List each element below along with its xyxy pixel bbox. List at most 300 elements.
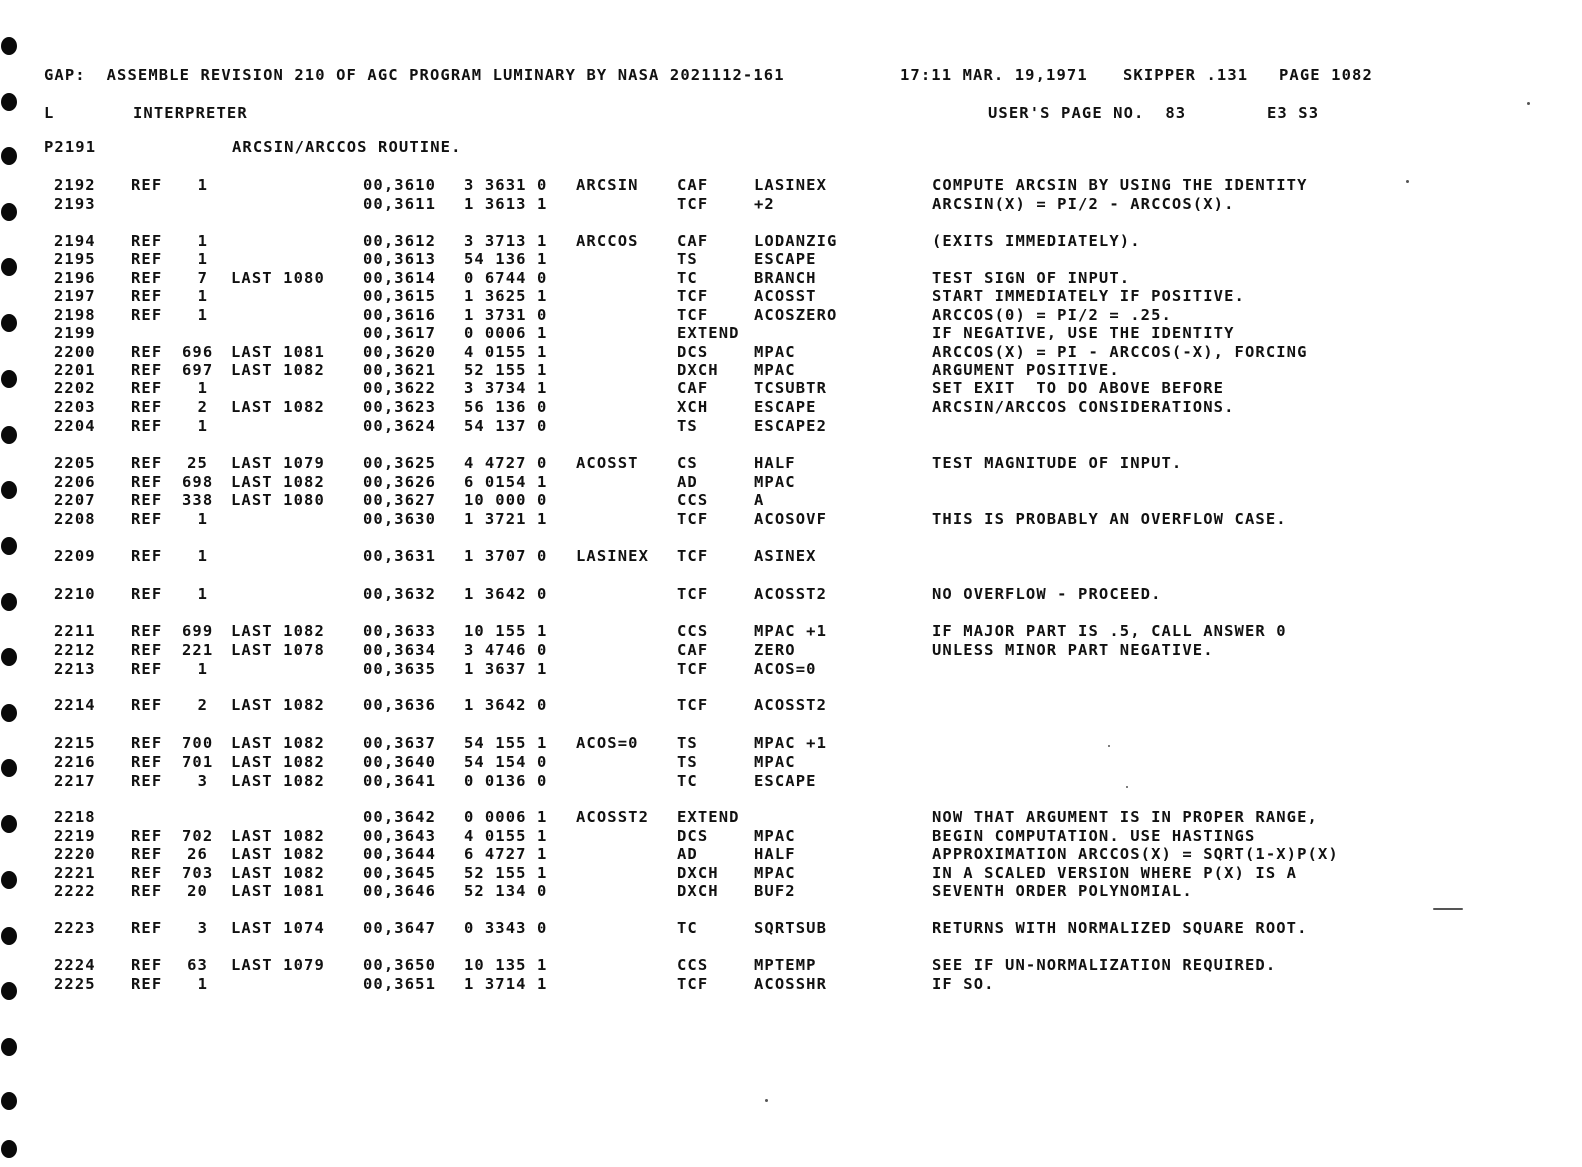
operand: MPAC [754,473,796,491]
last-page-ref: LAST 1082 [231,864,325,882]
operand: +2 [754,195,775,213]
ref-marker: REF [131,919,163,937]
ref-count: 697 [182,361,214,379]
opcode: XCH [677,398,709,416]
ref-marker: REF [131,753,163,771]
operand: BUF2 [754,882,796,900]
opcode: DXCH [677,361,719,379]
last-page-ref: LAST 1082 [231,398,325,416]
section-flag: L [44,104,55,122]
comment: NO OVERFLOW - PROCEED. [932,585,1162,603]
octal-code: 3 3713 1 [464,232,548,250]
opcode: TS [677,734,698,752]
memory-address: 00,3646 [363,882,437,900]
memory-address: 00,3647 [363,919,437,937]
line-number: 2203 [54,398,96,416]
comment: (EXITS IMMEDIATELY). [932,232,1141,250]
line-number: 2196 [54,269,96,287]
symbol-label: ACOS=0 [576,734,639,752]
users-page-number: USER'S PAGE NO. 83 [988,104,1187,122]
opcode: TS [677,250,698,268]
octal-code: 0 3343 0 [464,919,548,937]
opcode: CAF [677,379,709,397]
routine-id: P2191 [44,138,97,156]
line-number: 2213 [54,660,96,678]
line-number: 2220 [54,845,96,863]
punch-hole [1,1092,17,1110]
line-number: 2212 [54,641,96,659]
listing-row [0,696,1582,714]
ref-count: 25 [187,454,208,472]
listing-row [0,361,1582,379]
memory-address: 00,3616 [363,306,437,324]
page-number: PAGE 1082 [1279,66,1373,84]
ref-marker: REF [131,772,163,790]
listing-row [0,547,1582,565]
opcode: CS [677,454,698,472]
line-number: 2214 [54,696,96,714]
opcode: CCS [677,956,709,974]
ref-count: 20 [187,882,208,900]
memory-address: 00,3650 [363,956,437,974]
line-number: 2221 [54,864,96,882]
ref-count: 1 [197,547,208,565]
memory-address: 00,3625 [363,454,437,472]
comment: IN A SCALED VERSION WHERE P(X) IS A [932,864,1298,882]
opcode: AD [677,473,698,491]
ref-marker: REF [131,306,163,324]
opcode: TCF [677,195,709,213]
last-page-ref: LAST 1082 [231,361,325,379]
memory-address: 00,3615 [363,287,437,305]
operand: MPAC [754,361,796,379]
scan-speck [1433,908,1463,910]
listing-row [0,660,1582,678]
operand: HALF [754,454,796,472]
octal-code: 4 0155 1 [464,343,548,361]
operand: ESCAPE [754,398,817,416]
octal-code: 1 3613 1 [464,195,548,213]
listing-row [0,956,1582,974]
listing-row [0,975,1582,993]
memory-address: 00,3617 [363,324,437,342]
memory-address: 00,3643 [363,827,437,845]
ref-count: 702 [182,827,214,845]
last-page-ref: LAST 1082 [231,622,325,640]
listing-title: GAP: ASSEMBLE REVISION 210 OF AGC PROGRAM LUMINARY BY NASA 2021112-161 [44,66,785,84]
opcode: DCS [677,827,709,845]
opcode: DCS [677,343,709,361]
memory-address: 00,3620 [363,343,437,361]
octal-code: 54 136 1 [464,250,548,268]
memory-address: 00,3642 [363,808,437,826]
line-number: 2217 [54,772,96,790]
line-number: 2225 [54,975,96,993]
memory-address: 00,3631 [363,547,437,565]
ref-marker: REF [131,361,163,379]
line-number: 2193 [54,195,96,213]
opcode: TC [677,269,698,287]
ref-count: 1 [197,585,208,603]
listing-row [0,417,1582,435]
ref-count: 701 [182,753,214,771]
scan-speck [765,1099,768,1102]
ref-marker: REF [131,232,163,250]
listing-timestamp: 17:11 MAR. 19,1971 [900,66,1088,84]
ref-marker: REF [131,734,163,752]
last-page-ref: LAST 1080 [231,491,325,509]
ref-marker: REF [131,975,163,993]
octal-code: 56 136 0 [464,398,548,416]
operand: ACOSST2 [754,585,828,603]
comment: ARCSIN(X) = PI/2 - ARCCOS(X). [932,195,1235,213]
ref-marker: REF [131,696,163,714]
line-number: 2194 [54,232,96,250]
memory-address: 00,3613 [363,250,437,268]
octal-code: 1 3642 0 [464,696,548,714]
operand: BRANCH [754,269,817,287]
last-page-ref: LAST 1079 [231,454,325,472]
comment: ARCCOS(X) = PI - ARCCOS(-X), FORCING [932,343,1308,361]
memory-address: 00,3610 [363,176,437,194]
octal-code: 10 155 1 [464,622,548,640]
opcode: TCF [677,660,709,678]
listing-row [0,641,1582,659]
ref-count: 1 [197,306,208,324]
skipper-version: SKIPPER .131 [1123,66,1249,84]
comment: IF MAJOR PART IS .5, CALL ANSWER 0 [932,622,1287,640]
line-number: 2197 [54,287,96,305]
ref-marker: REF [131,454,163,472]
line-number: 2195 [54,250,96,268]
comment: SEVENTH ORDER POLYNOMIAL. [932,882,1193,900]
octal-code: 4 4727 0 [464,454,548,472]
line-number: 2206 [54,473,96,491]
ref-count: 1 [197,250,208,268]
line-number: 2199 [54,324,96,342]
ref-marker: REF [131,398,163,416]
ref-count: 696 [182,343,214,361]
octal-code: 1 3721 1 [464,510,548,528]
opcode: TCF [677,306,709,324]
last-page-ref: LAST 1082 [231,753,325,771]
ref-marker: REF [131,269,163,287]
octal-code: 0 0006 1 [464,808,548,826]
opcode: TC [677,919,698,937]
ref-count: 1 [197,660,208,678]
listing-row [0,510,1582,528]
comment: BEGIN COMPUTATION. USE HASTINGS [932,827,1256,845]
line-number: 2211 [54,622,96,640]
operand: HALF [754,845,796,863]
ref-count: 1 [197,975,208,993]
last-page-ref: LAST 1082 [231,772,325,790]
listing-row [0,473,1582,491]
opcode: CAF [677,232,709,250]
routine-title: ARCSIN/ARCCOS ROUTINE. [232,138,462,156]
memory-address: 00,3637 [363,734,437,752]
operand: ASINEX [754,547,817,565]
line-number: 2224 [54,956,96,974]
opcode: TCF [677,585,709,603]
line-number: 2198 [54,306,96,324]
ref-count: 3 [197,772,208,790]
line-number: 2222 [54,882,96,900]
memory-address: 00,3630 [363,510,437,528]
line-number: 2209 [54,547,96,565]
opcode: DXCH [677,864,719,882]
line-number: 2210 [54,585,96,603]
octal-code: 1 3707 0 [464,547,548,565]
line-number: 2205 [54,454,96,472]
opcode: CAF [677,641,709,659]
memory-address: 00,3645 [363,864,437,882]
memory-address: 00,3611 [363,195,437,213]
memory-address: 00,3635 [363,660,437,678]
octal-code: 10 135 1 [464,956,548,974]
scan-speck [1527,102,1530,105]
listing-row [0,269,1582,287]
octal-code: 52 134 0 [464,882,548,900]
comment: TEST SIGN OF INPUT. [932,269,1131,287]
operand: ESCAPE2 [754,417,828,435]
listing-row [0,864,1582,882]
octal-code: 10 000 0 [464,491,548,509]
memory-address: 00,3632 [363,585,437,603]
comment: THIS IS PROBABLY AN OVERFLOW CASE. [932,510,1287,528]
ref-marker: REF [131,622,163,640]
last-page-ref: LAST 1082 [231,696,325,714]
ref-marker: REF [131,491,163,509]
ref-marker: REF [131,250,163,268]
octal-code: 1 3731 0 [464,306,548,324]
operand: MPTEMP [754,956,817,974]
opcode: TS [677,753,698,771]
operand: ACOSZERO [754,306,838,324]
operand: MPAC [754,864,796,882]
listing-row [0,454,1582,472]
symbol-label: LASINEX [576,547,650,565]
listing-row [0,379,1582,397]
ref-count: 698 [182,473,214,491]
memory-address: 00,3612 [363,232,437,250]
comment: RETURNS WITH NORMALIZED SQUARE ROOT. [932,919,1308,937]
operand: SQRTSUB [754,919,828,937]
octal-code: 1 3637 1 [464,660,548,678]
listing-row [0,250,1582,268]
comment: IF SO. [932,975,995,993]
ref-count: 1 [197,176,208,194]
octal-code: 54 154 0 [464,753,548,771]
memory-address: 00,3626 [363,473,437,491]
opcode: DXCH [677,882,719,900]
operand: A [754,491,765,509]
opcode: EXTEND [677,324,740,342]
comment: SET EXIT TO DO ABOVE BEFORE [932,379,1225,397]
memory-address: 00,3633 [363,622,437,640]
octal-code: 54 137 0 [464,417,548,435]
ref-count: 1 [197,287,208,305]
operand: LASINEX [754,176,828,194]
comment: COMPUTE ARCSIN BY USING THE IDENTITY [932,176,1308,194]
ref-count: 700 [182,734,214,752]
operand: ACOSST [754,287,817,305]
symbol-label: ACOSST2 [576,808,650,826]
memory-address: 00,3627 [363,491,437,509]
operand: MPAC [754,343,796,361]
last-page-ref: LAST 1078 [231,641,325,659]
operand: MPAC [754,753,796,771]
line-number: 2201 [54,361,96,379]
last-page-ref: LAST 1079 [231,956,325,974]
comment: IF NEGATIVE, USE THE IDENTITY [932,324,1235,342]
memory-address: 00,3651 [363,975,437,993]
listing-row [0,808,1582,826]
line-number: 2202 [54,379,96,397]
octal-code: 3 3734 1 [464,379,548,397]
operand: ACOS=0 [754,660,817,678]
opcode: CCS [677,491,709,509]
line-number: 2192 [54,176,96,194]
memory-address: 00,3621 [363,361,437,379]
ref-count: 63 [187,956,208,974]
opcode: TCF [677,510,709,528]
opcode: TC [677,772,698,790]
listing-row [0,176,1582,194]
opcode: CCS [677,622,709,640]
opcode: EXTEND [677,808,740,826]
octal-code: 3 3631 0 [464,176,548,194]
ref-marker: REF [131,473,163,491]
ref-count: 699 [182,622,214,640]
ref-marker: REF [131,660,163,678]
octal-code: 54 155 1 [464,734,548,752]
ref-marker: REF [131,641,163,659]
last-page-ref: LAST 1082 [231,473,325,491]
ref-marker: REF [131,845,163,863]
last-page-ref: LAST 1082 [231,734,325,752]
comment: ARGUMENT POSITIVE. [932,361,1120,379]
ref-count: 1 [197,232,208,250]
line-number: 2218 [54,808,96,826]
ref-marker: REF [131,547,163,565]
ref-marker: REF [131,343,163,361]
octal-code: 0 6744 0 [464,269,548,287]
octal-code: 3 4746 0 [464,641,548,659]
memory-address: 00,3644 [363,845,437,863]
ref-marker: REF [131,585,163,603]
last-page-ref: LAST 1080 [231,269,325,287]
last-page-ref: LAST 1082 [231,845,325,863]
octal-code: 1 3642 0 [464,585,548,603]
punch-hole [1,1140,17,1158]
line-number: 2215 [54,734,96,752]
listing-row [0,287,1582,305]
memory-address: 00,3636 [363,696,437,714]
octal-code: 6 4727 1 [464,845,548,863]
last-page-ref: LAST 1082 [231,827,325,845]
opcode: TCF [677,696,709,714]
listing-row [0,195,1582,213]
octal-code: 4 0155 1 [464,827,548,845]
listing-row [0,585,1582,603]
ref-marker: REF [131,287,163,305]
comment: UNLESS MINOR PART NEGATIVE. [932,641,1214,659]
punch-hole [1,147,17,165]
ref-count: 26 [187,845,208,863]
operand: ZERO [754,641,796,659]
ref-marker: REF [131,510,163,528]
section-name: INTERPRETER [133,104,248,122]
octal-code: 0 0006 1 [464,324,548,342]
opcode: TCF [677,975,709,993]
opcode: CAF [677,176,709,194]
octal-code: 1 3625 1 [464,287,548,305]
ref-count: 3 [197,919,208,937]
line-number: 2207 [54,491,96,509]
octal-code: 6 0154 1 [464,473,548,491]
ref-count: 1 [197,379,208,397]
memory-address: 00,3641 [363,772,437,790]
line-number: 2208 [54,510,96,528]
ref-marker: REF [131,176,163,194]
ref-marker: REF [131,956,163,974]
last-page-ref: LAST 1074 [231,919,325,937]
comment: APPROXIMATION ARCCOS(X) = SQRT(1-X)P(X) [932,845,1339,863]
symbol-label: ARCSIN [576,176,639,194]
opcode: TCF [677,547,709,565]
listing-row [0,232,1582,250]
operand: ESCAPE [754,772,817,790]
octal-code: 52 155 1 [464,361,548,379]
punch-hole [1,1038,17,1056]
memory-address: 00,3623 [363,398,437,416]
listing-row [0,827,1582,845]
ref-count: 2 [197,398,208,416]
memory-address: 00,3622 [363,379,437,397]
punch-hole [1,93,17,111]
operand: ACOSST2 [754,696,828,714]
listing-row [0,622,1582,640]
operand: ACOSSHR [754,975,828,993]
comment: SEE IF UN-NORMALIZATION REQUIRED. [932,956,1277,974]
listing-row [0,882,1582,900]
line-number: 2219 [54,827,96,845]
opcode: TS [677,417,698,435]
operand: LODANZIG [754,232,838,250]
line-number: 2223 [54,919,96,937]
memory-address: 00,3614 [363,269,437,287]
operand: ESCAPE [754,250,817,268]
ref-marker: REF [131,417,163,435]
operand: MPAC +1 [754,734,828,752]
ref-count: 7 [197,269,208,287]
ref-marker: REF [131,864,163,882]
listing-row [0,491,1582,509]
comment: ARCCOS(0) = PI/2 = .25. [932,306,1172,324]
listing-row [0,734,1582,752]
section-codes: E3 S3 [1267,104,1320,122]
last-page-ref: LAST 1081 [231,343,325,361]
last-page-ref: LAST 1081 [231,882,325,900]
ref-count: 703 [182,864,214,882]
ref-count: 1 [197,417,208,435]
ref-count: 338 [182,491,214,509]
operand: MPAC [754,827,796,845]
memory-address: 00,3640 [363,753,437,771]
comment: START IMMEDIATELY IF POSITIVE. [932,287,1245,305]
memory-address: 00,3624 [363,417,437,435]
